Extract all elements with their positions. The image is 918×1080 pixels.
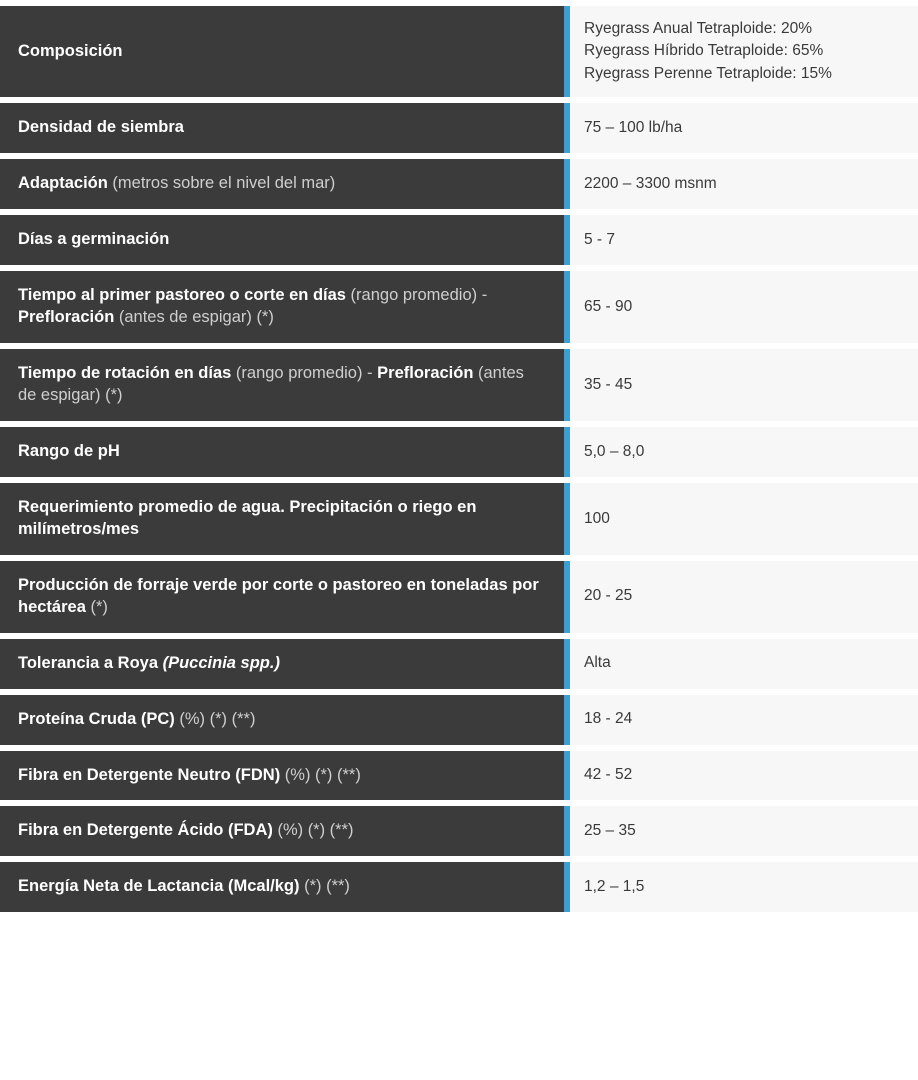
table-row	[0, 862, 918, 912]
value-line: Ryegrass Perenne Tetraploide: 15%	[584, 64, 832, 82]
table-row	[0, 806, 918, 856]
label-note: (*)	[85, 597, 108, 616]
row-label-requerimiento-de-agua	[0, 483, 570, 555]
row-label-tiempo-primer-pastoreo	[0, 271, 570, 343]
label-text: Proteína Cruda (PC)	[18, 709, 175, 728]
label-note-secondary: (antes de espigar) (*)	[18, 364, 524, 405]
row-label-densidad-de-siembra	[0, 103, 570, 153]
table-row	[0, 215, 918, 265]
label-text: Días a germinación	[18, 230, 170, 249]
label-scientific-name: (Puccinia spp.)	[158, 653, 280, 672]
label-text-secondary: Prefloración	[18, 308, 115, 327]
row-label-composicion	[0, 6, 570, 97]
label-text: Requerimiento promedio de agua. Precipitación o riego en milímetros/mes	[18, 497, 477, 538]
table-row	[0, 103, 918, 153]
label-note: (%) (*) (**)	[280, 765, 361, 784]
label-text: Rango de pH	[18, 441, 120, 460]
row-value-tolerancia-a-roya: Alta	[570, 639, 918, 689]
row-value-tiempo-primer-pastoreo: 65 - 90	[570, 271, 918, 343]
table-row	[0, 639, 918, 689]
label-text: Tiempo de rotación en días	[18, 364, 232, 383]
value-line: Ryegrass Híbrido Tetraploide: 65%	[584, 42, 824, 60]
label-note: (*) (**)	[299, 877, 350, 896]
row-label-fdn	[0, 751, 570, 801]
label-text: Composición	[18, 41, 123, 60]
label-text: Energía Neta de Lactancia (Mcal/kg)	[18, 877, 300, 896]
row-value-densidad-de-siembra: 75 – 100 lb/ha	[570, 103, 918, 153]
row-value-energia-neta-lactancia: 1,2 – 1,5	[570, 862, 918, 912]
table-row	[0, 349, 918, 421]
label-note-secondary: (antes de espigar) (*)	[114, 308, 274, 327]
row-label-energia-neta-lactancia	[0, 862, 570, 912]
label-note: (%) (*) (**)	[174, 709, 256, 728]
table-row	[0, 271, 918, 343]
row-value-fdn: 42 - 52	[570, 751, 918, 801]
table-row	[0, 751, 918, 801]
row-value-produccion-forraje-verde: 20 - 25	[570, 561, 918, 633]
row-value-composicion	[570, 6, 918, 97]
row-label-fda	[0, 806, 570, 856]
row-label-proteina-cruda	[0, 695, 570, 745]
label-text: Adaptación	[18, 174, 108, 193]
table-body	[0, 6, 918, 912]
label-text: Densidad de siembra	[18, 118, 184, 137]
label-note: (metros sobre el nivel del mar)	[107, 174, 336, 193]
row-label-adaptacion	[0, 159, 570, 209]
value-line-list	[584, 18, 902, 85]
table-row	[0, 159, 918, 209]
label-text: Tiempo al primer pastoreo o corte en días	[18, 286, 346, 305]
row-value-rango-de-ph: 5,0 – 8,0	[570, 427, 918, 477]
label-text: Tolerancia a Roya	[18, 653, 159, 672]
row-value-dias-a-germinacion: 5 - 7	[570, 215, 918, 265]
row-value-requerimiento-de-agua: 100	[570, 483, 918, 555]
table-row	[0, 695, 918, 745]
label-note: (rango promedio) -	[231, 364, 378, 383]
row-label-dias-a-germinacion	[0, 215, 570, 265]
label-text: Producción de forraje verde por corte o pastoreo en toneladas por hectárea	[18, 575, 539, 616]
table-row	[0, 427, 918, 477]
row-value-adaptacion: 2200 – 3300 msnm	[570, 159, 918, 209]
value-line: Ryegrass Anual Tetraploide: 20%	[584, 20, 813, 37]
row-label-produccion-forraje-verde	[0, 561, 570, 633]
label-text: Fibra en Detergente Neutro (FDN)	[18, 765, 281, 784]
row-label-tolerancia-a-roya	[0, 639, 570, 689]
label-text-secondary: Prefloración	[377, 364, 474, 383]
row-label-tiempo-de-rotacion	[0, 349, 570, 421]
row-value-proteina-cruda: 18 - 24	[570, 695, 918, 745]
row-value-fda: 25 – 35	[570, 806, 918, 856]
label-note: (rango promedio) -	[345, 286, 488, 305]
table-row	[0, 483, 918, 555]
table-row	[0, 561, 918, 633]
table-row	[0, 6, 918, 97]
label-note: (%) (*) (**)	[272, 821, 354, 840]
label-text: Fibra en Detergente Ácido (FDA)	[18, 821, 273, 840]
row-label-rango-de-ph	[0, 427, 570, 477]
row-value-tiempo-de-rotacion: 35 - 45	[570, 349, 918, 421]
